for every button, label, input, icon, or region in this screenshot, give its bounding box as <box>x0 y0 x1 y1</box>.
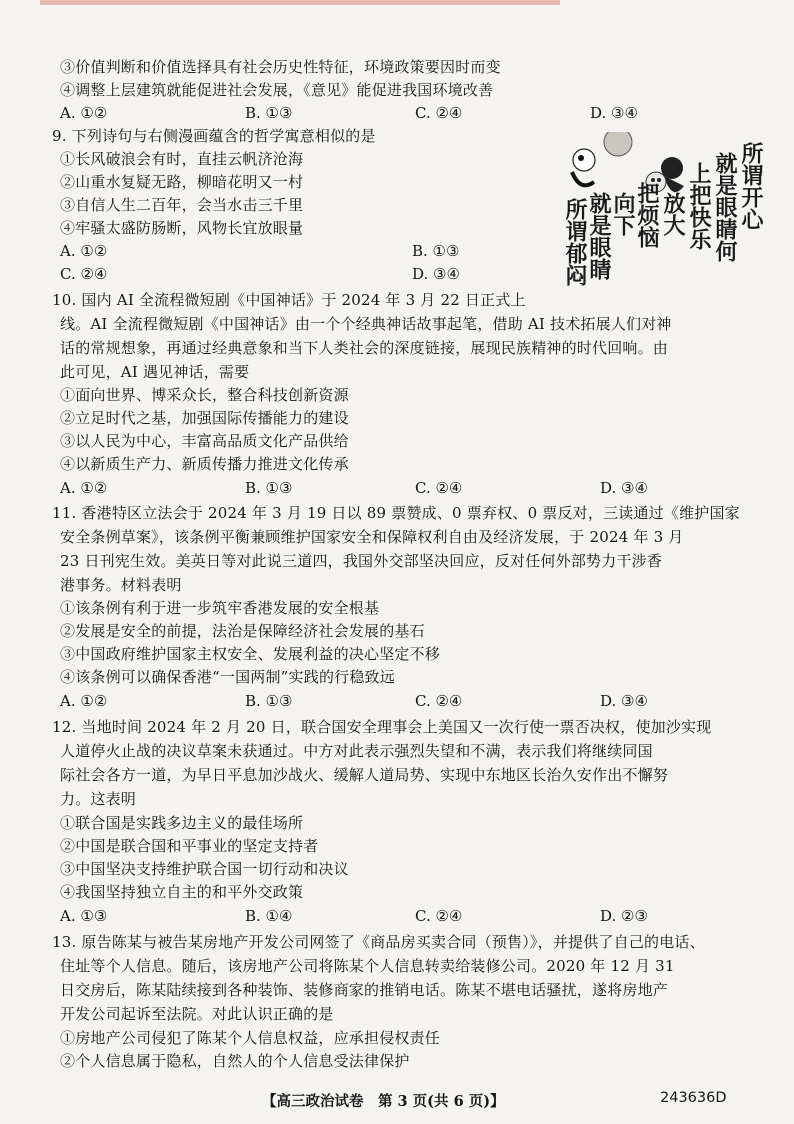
q9-option-a[interactable]: A. ①② <box>60 242 108 260</box>
q10-item-4: ④以新质生产力、新质传播力推进文化传承 <box>60 455 349 473</box>
q8-item-3: ③价值判断和价值选择具有社会历史性特征，环境政策要因时而变 <box>60 58 501 76</box>
q12-stem-line-4: 力。这表明 <box>60 790 137 808</box>
comic-caption-5: 把烦恼 <box>634 182 659 248</box>
q12-stem-line-1: 12. 当地时间 2024 年 2 月 20 日，联合国安全理事会上美国又一次行使一票否决权，使加沙实现 <box>52 718 712 736</box>
q12-option-c[interactable]: C. ②④ <box>415 907 463 925</box>
q8-option-d[interactable]: D. ③④ <box>590 104 638 122</box>
q8-option-a[interactable]: A. ①② <box>60 104 108 122</box>
q9-option-d[interactable]: D. ③④ <box>412 265 460 283</box>
comic-caption-8: 所谓郁闷 <box>562 198 587 286</box>
q10-item-1: ①面向世界、博采众长，整合科技创新资源 <box>60 386 349 404</box>
q10-stem-line-2: 线。AI 全流程微短剧《中国神话》由一个个经典神话故事起笔，借助 AI 技术拓展人们对神 <box>60 315 672 333</box>
q10-item-2: ②立足时代之基，加强国际传播能力的建设 <box>60 409 349 427</box>
q8-item-4: ④调整上层建筑就能促进社会发展，《意见》能促进我国环境改善 <box>60 81 494 99</box>
q13-stem-line-1: 13. 原告陈某与被告某房地产开发公司网签了《商品房买卖合同（预售）》，并提供了自己的电话、 <box>52 933 705 951</box>
q11-item-2: ②发展是安全的前提，法治是保障经济社会发展的基石 <box>60 622 425 640</box>
q12-stem-line-2: 人道停火止战的决议草案未获通过。中方对此表示强烈失望和不满，表示我们将继续同国 <box>60 742 653 760</box>
q10-option-a[interactable]: A. ①② <box>60 479 108 497</box>
q11-option-c[interactable]: C. ②④ <box>415 692 463 710</box>
q9-item-3: ③自信人生二百年，会当水击三千里 <box>60 196 304 214</box>
q12-option-d[interactable]: D. ②③ <box>600 907 648 925</box>
q10-option-b[interactable]: B. ①③ <box>245 479 293 497</box>
q12-item-2: ②中国是联合国和平事业的坚定支持者 <box>60 837 319 855</box>
q9-comic <box>560 132 763 292</box>
q11-stem-line-1: 11. 香港特区立法会于 2024 年 3 月 19 日以 89 票赞成、0 票弃权、0 票反对，三读通过《维护国家 <box>52 504 740 522</box>
q11-stem-line-4: 港事务。材料表明 <box>60 576 182 594</box>
comic-caption-4: 放大 <box>660 192 685 236</box>
q12-item-1: ①联合国是实践多边主义的最佳场所 <box>60 814 304 832</box>
q13-stem-line-3: 日交房后，陈某陆续接到各种装饰、装修商家的推销电话。陈某不堪电话骚扰，遂将房地产 <box>60 981 669 999</box>
q13-stem-line-2: 住址等个人信息。随后，该房地产公司将陈某个人信息转卖给装修公司。2020 年 12 月 31 <box>60 957 675 975</box>
q9-item-2: ②山重水复疑无路，柳暗花明又一村 <box>60 173 304 191</box>
q11-item-3: ③中国政府维护国家主权安全、发展利益的决心坚定不移 <box>60 645 441 663</box>
q8-option-b[interactable]: B. ①③ <box>245 104 293 122</box>
q8-option-c[interactable]: C. ②④ <box>415 104 463 122</box>
q12-option-a[interactable]: A. ①③ <box>60 907 108 925</box>
comic-caption-6: 向下 <box>610 192 635 236</box>
q12-option-b[interactable]: B. ①④ <box>245 907 293 925</box>
q12-stem-line-3: 际社会各方一道，为早日平息加沙战火、缓解人道局势、实现中东地区长治久安作出不懈努 <box>60 766 669 784</box>
q9-item-1: ①长风破浪会有时，直挂云帆济沧海 <box>60 150 304 168</box>
q11-option-d[interactable]: D. ③④ <box>600 692 648 710</box>
top-color-strip <box>40 0 560 5</box>
page-footer-code: 243636D <box>660 1090 727 1106</box>
q9-stem: 9. 下列诗句与右侧漫画蕴含的哲学寓意相似的是 <box>52 127 376 145</box>
q9-item-4: ④牢骚太盛防肠断，风物长宜放眼量 <box>60 219 304 237</box>
page-footer-label: 【高三政治试卷 第 3 页(共 6 页)】 <box>262 1093 505 1110</box>
q12-item-3: ③中国坚决支持维护联合国一切行动和决议 <box>60 860 349 878</box>
comic-caption-2: 就是眼睛何 <box>712 152 737 262</box>
comic-caption-7: 就是眼睛 <box>586 192 611 280</box>
q11-stem-line-2: 安全条例草案》，该条例平衡兼顾维护国家安全和保障权利自由及经济发展，于 2024 年 3 月 <box>60 528 684 546</box>
q10-option-d[interactable]: D. ③④ <box>600 479 648 497</box>
q10-stem-line-1: 10. 国内 AI 全流程微短剧《中国神话》于 2024 年 3 月 22 日正式上 <box>52 291 526 309</box>
comic-caption-1: 所谓开心 <box>738 142 763 230</box>
q11-item-1: ①该条例有利于进一步筑牢香港发展的安全根基 <box>60 599 380 617</box>
q13-stem-line-4: 开发公司起诉至法院。对此认识正确的是 <box>60 1005 334 1023</box>
comic-caption-3: 上把快乐 <box>686 162 711 250</box>
q10-stem-line-3: 话的常规想象，再通过经典意象和当下人类社会的深度链接，展现民族精神的时代回响。由 <box>60 339 669 357</box>
q11-option-a[interactable]: A. ①② <box>60 692 108 710</box>
q10-stem-line-4: 此可见，AI 遇见神话，需要 <box>60 363 250 381</box>
q9-option-c[interactable]: C. ②④ <box>60 265 108 283</box>
q11-stem-line-3: 23 日刊宪生效。美英日等对此说三道四，我国外交部坚决回应，反对任何外部势力干涉香 <box>60 552 663 570</box>
q10-option-c[interactable]: C. ②④ <box>415 479 463 497</box>
q13-item-2: ②个人信息属于隐私，自然人的个人信息受法律保护 <box>60 1052 410 1070</box>
q10-item-3: ③以人民为中心，丰富高品质文化产品供给 <box>60 432 349 450</box>
q11-item-4: ④该条例可以确保香港“一国两制”实践的行稳致远 <box>60 668 395 686</box>
q12-item-4: ④我国坚持独立自主的和平外交政策 <box>60 883 304 901</box>
q13-item-1: ①房地产公司侵犯了陈某个人信息权益，应承担侵权责任 <box>60 1029 441 1047</box>
q9-option-b[interactable]: B. ①③ <box>412 242 460 260</box>
q11-option-b[interactable]: B. ①③ <box>245 692 293 710</box>
